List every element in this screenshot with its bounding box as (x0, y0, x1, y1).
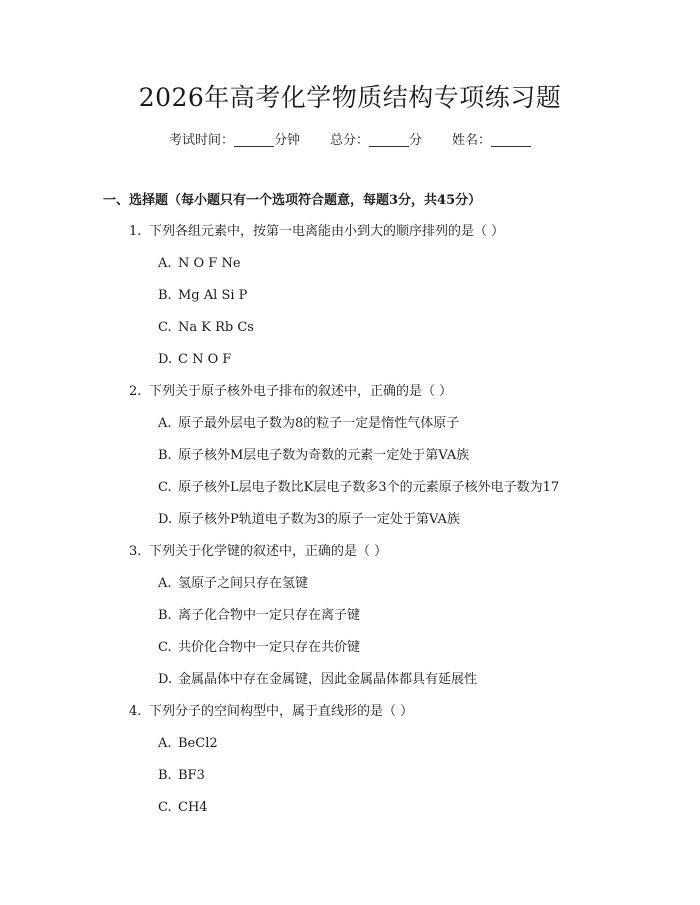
question-stem (0, 702, 700, 734)
time-unit: 分钟 (273, 133, 300, 148)
option-text: BeCl2 (178, 736, 218, 751)
option-a (0, 574, 700, 606)
question-stem (0, 222, 700, 254)
option-a (0, 414, 700, 446)
score-unit: 分 (409, 133, 423, 148)
question-number: 4. (129, 704, 142, 719)
question-text: 下列关于原子核外电子排布的叙述中，正确的是（ ） (149, 384, 453, 399)
name-field (452, 131, 531, 151)
option-letter: A. (158, 416, 172, 431)
option-letter: C. (158, 800, 172, 815)
question-4 (0, 702, 700, 830)
option-letter: D. (158, 672, 173, 687)
section-title: 一、选择题（每小题只有一个选项符合题意，每题3分，共45分） (103, 193, 482, 208)
option-text: C N O F (178, 352, 232, 367)
total-score-field (330, 131, 422, 151)
option-text: 共价化合物中一定只存在共价键 (178, 640, 361, 655)
option-letter: C. (158, 640, 172, 655)
question-3 (0, 542, 700, 702)
time-blank (234, 133, 274, 147)
name-label: 姓名： (452, 133, 492, 148)
option-text: 氢原子之间只存在氢键 (178, 576, 309, 591)
question-text: 下列分子的空间构型中，属于直线形的是（ ） (149, 704, 414, 719)
name-blank (491, 133, 531, 147)
question-list (0, 222, 700, 830)
question-2 (0, 382, 700, 542)
option-letter: B. (158, 608, 172, 623)
option-c (0, 478, 700, 510)
option-letter: B. (158, 768, 172, 783)
option-text: 金属晶体中存在金属键，因此金属晶体都具有延展性 (178, 672, 478, 687)
option-b (0, 286, 700, 318)
option-b (0, 606, 700, 638)
exam-time-field (169, 131, 300, 151)
option-letter: C. (158, 320, 172, 335)
option-d (0, 350, 700, 382)
exam-info-row (0, 131, 700, 151)
option-text: 原子核外P轨道电子数为3的原子一定处于第VA族 (178, 512, 460, 527)
option-letter: A. (158, 576, 172, 591)
time-label: 考试时间： (168, 133, 234, 148)
option-a (0, 254, 700, 286)
option-text: 原子核外L层电子数比K层电子数多3个的元素原子核外电子数为17 (178, 480, 560, 495)
option-letter: A. (158, 736, 172, 751)
question-number: 3. (129, 544, 142, 559)
option-letter: B. (158, 448, 172, 463)
option-letter: B. (158, 288, 172, 303)
option-letter: D. (158, 352, 173, 367)
question-stem (0, 542, 700, 574)
option-letter: A. (158, 256, 172, 271)
option-b (0, 446, 700, 478)
option-c (0, 318, 700, 350)
option-letter: C. (158, 480, 172, 495)
question-1 (0, 222, 700, 382)
option-text: 离子化合物中一定只存在离子键 (178, 608, 361, 623)
page-title: 2026年高考化学物质结构专项练习题 (138, 83, 562, 112)
question-text: 下列关于化学键的叙述中，正确的是（ ） (149, 544, 388, 559)
question-stem (0, 382, 700, 414)
option-text: 原子核外M层电子数为奇数的元素一定处于第VA族 (178, 448, 470, 463)
option-text: BF3 (178, 768, 205, 783)
question-number: 2. (129, 384, 142, 399)
option-text: CH4 (178, 800, 208, 815)
option-text: 原子最外层电子数为8的粒子一定是惰性气体原子 (178, 416, 460, 431)
option-text: N O F Ne (178, 256, 241, 271)
option-b (0, 766, 700, 798)
question-number: 1. (129, 224, 142, 239)
option-text: Na K Rb Cs (178, 320, 254, 335)
option-d (0, 510, 700, 542)
question-text: 下列各组元素中，按第一电离能由小到大的顺序排列的是（ ） (149, 224, 505, 239)
score-blank (369, 133, 409, 147)
option-d (0, 670, 700, 702)
option-letter: D. (158, 512, 173, 527)
option-c (0, 798, 700, 830)
option-text: Mg Al Si P (178, 288, 248, 303)
option-a (0, 734, 700, 766)
option-c (0, 638, 700, 670)
score-label: 总分： (329, 133, 369, 148)
